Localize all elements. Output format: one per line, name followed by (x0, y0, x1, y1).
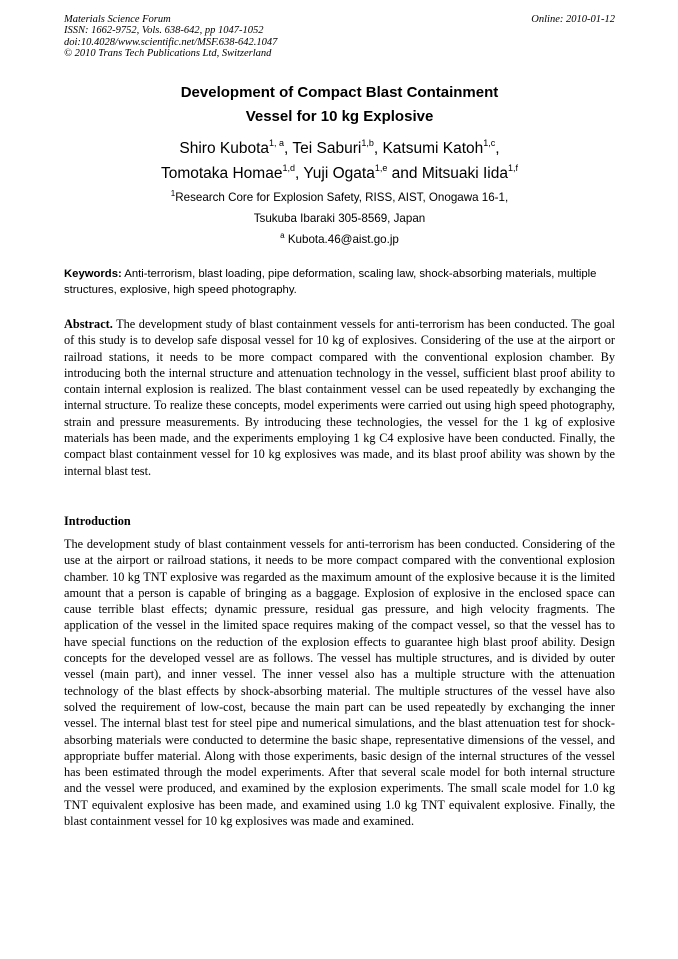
author-separator: , (495, 140, 500, 157)
author-affiliation-mark: 1,f (508, 163, 519, 173)
running-header (64, 14, 615, 59)
affiliation-text: Research Core for Explosion Safety, RISS, AIST, Onogawa 16-1, (175, 191, 509, 204)
author-affiliation-mark: 1,e (374, 163, 388, 173)
author-separator: , (294, 165, 304, 182)
email-mark: a (280, 231, 285, 240)
keywords-section (64, 266, 615, 298)
affiliation-line-1 (64, 187, 615, 208)
keywords-label: Keywords: (64, 268, 122, 280)
journal-name: Materials Science Forum (64, 14, 171, 25)
author-name: Tei Saburi (292, 140, 362, 157)
author-list (64, 136, 615, 186)
abstract-section (64, 316, 615, 479)
author-name: Shiro Kubota (179, 140, 270, 157)
abstract-text: The development study of blast containment vessels for anti-terrorism has been conducted. The goal of this study is to develop safe disposal vessel for 10 kg of explosives. Considering of the use at the airport or railroad stations, it needs to be more compact compared with the conventional explosion chamber. By introducing both the internal structure and attenuation technology in the vessel, sufficient blast proof ability to contain internal explosion is realized. The blast containment vessel can be used repeatedly by exchanging the internal structure. To realize these concepts, model experiments were carried out using high speed photography, strain and pressure measurements. By introducing these technologies, the vessel for the 1 kg of explosive materials has been made, and the experiments employing 1 kg C4 explosive have been conducted. Finally, the compact blast containment vessel for 10 kg explosives was made, and its blast proof ability was shown by the internal blast test. (64, 317, 615, 478)
abstract-label: Abstract. (64, 317, 113, 331)
author-name: Mitsuaki Iida (421, 165, 508, 182)
author-name: Yuji Ogata (303, 165, 375, 182)
author-line-1 (64, 136, 615, 161)
title-line-1: Development of Compact Blast Containment (180, 84, 499, 101)
introduction-text: The development study of blast containment vessels for anti-terrorism has been conducted. Considering of the use at the airport or railroad stations, it needs to be more compact compared with the conventional explosion chamber. 10 kg TNT explosive was regarded as the maximum amount of the explosive because it is the limited amount that a person is capable of bringing as a baggage. Explosion of explosive in the enclosed space can cause terrible blast effects; dynamic pressure, residual gas pressure, and high velocity fragments. The application of the vessel in the limited space requires making of the compact vessel, so that the vessel has to have special functions on the reduction of the explosion effects to guarantee high blast proof ability. Design concepts for the developed vessel are as follows. The vessel has multiple structures, and is divided by outer vessel (main part), and inner vessel. The inner vessel also has a multiple structure with the attenuation technology of the blast effects by shock-absorbing material. The multiple structures of the vessel have also solved the requirement of low-cost, because the main part can be used repeatedly by exchanging the inner vessel. The internal blast test for steel pipe and numerical simulations, and the blast attenuation test for shock-absorbing materials were conducted to determine the basic shape, representative dimensions of the vessel, and appropriate buffer material. Along with those experiments, basic design of the internal structures of the vessel has been estimated through the model experiments. After that several scale model for both internal structure and the vessel were produced, and examined by the explosion experiments. The small scale model for 1.0 kg TNT equivalent explosive has been made, and examined using 1.0 kg TNT equivalent explosive. Finally, the blast containment vessel for 10 kg explosives was made and examined. (64, 537, 615, 829)
issn-line: ISSN: 1662-9752, Vols. 638-642, pp 1047-1052 (64, 25, 264, 37)
author-separator: and (387, 165, 422, 182)
affiliation-block (64, 187, 615, 250)
author-name: Tomotaka Homae (160, 165, 283, 182)
introduction-heading: Introduction (64, 514, 131, 528)
copyright-line: © 2010 Trans Tech Publications Ltd, Switzerland (64, 47, 272, 59)
author-affiliation-mark: 1,d (282, 163, 295, 173)
author-affiliation-mark: 1,c (483, 138, 496, 148)
title-line-2: Vessel for 10 kg Explosive (245, 108, 434, 125)
author-affiliation-mark: 1, a (269, 138, 285, 148)
author-line-2 (64, 161, 615, 186)
affiliation-mark: 1 (170, 189, 176, 198)
keywords-text: Anti-terrorism, blast loading, pipe deformation, scaling law, shock-absorbing materials, multiple structures, explosive, high speed photography. (64, 268, 597, 296)
paper-title (64, 81, 615, 129)
author-name: Katsumi Katoh (382, 140, 484, 157)
author-email (64, 229, 615, 250)
author-affiliation-mark: 1,b (361, 138, 374, 148)
online-date: Online: 2010-01-12 (531, 14, 615, 25)
author-separator: , (284, 140, 293, 157)
doi-line: doi:10.4028/www.scientific.net/MSF.638-642.1047 (64, 36, 278, 48)
affiliation-line-2: Tsukuba Ibaraki 305-8569, Japan (253, 212, 426, 225)
author-separator: , (373, 140, 383, 157)
email-address: Kubota.46@aist.go.jp (287, 233, 399, 246)
